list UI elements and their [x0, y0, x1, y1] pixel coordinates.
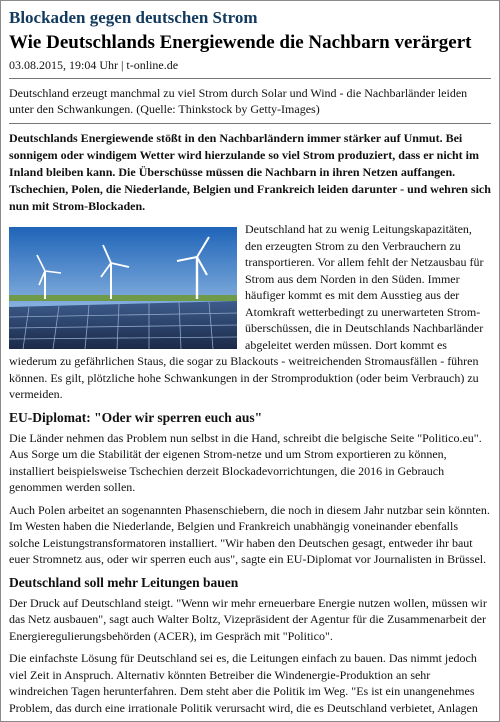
paragraph-5: Die einfachste Lösung für Deutschland sei es, die Leitungen einfach zu bauen. Das nimmt jedoch viel Zeit in Anspruch. Alternativ könnten Betreiber die Windenergie-Produktion an sehr windreichen Tagen herunterfahren. Dem steht aber die Politik im Weg. "Es ist ein unangenehmes Problem, das durch eine irrationale Politik verursacht wird, die es Deutschland verbietet, Anlagen [9, 651, 478, 715]
image-caption: Deutschland erzeugt manchmal zu viel Strom durch Solar und Wind - die Nachbarländer leiden unter den Schwankungen. (Quelle: Thinkstock by Getty-Images) [9, 86, 468, 116]
top-divider [9, 78, 491, 79]
wind-turbine-solar-panels-picture [9, 227, 237, 349]
section-heading-leitungen: Deutschland soll mehr Leitungen bauen [9, 574, 239, 590]
paragraph-3: Auch Polen arbeitet an sogenannten Phasenschiebern, die noch in diesem Jahr nutzbar sein könnten. Im Westen haben die Niederlande, Belgien und Frankreich unabhängig voneinander ebenfalls solche Leistungstransformatoren installiert. "Wir haben den Deutschen gesagt, entweder ihr baut euer Stromnetz aus, oder wir sperren euch aus", sagte ein EU-Diplomat vor Journalisten in Brüssel. [9, 502, 490, 566]
article-kicker: Blockaden gegen deutschen Strom [9, 8, 258, 27]
caption-divider [9, 123, 491, 124]
paragraph-4: Der Druck auf Deutschland steigt. "Wenn wir mehr erneuerbare Energie nutzen wollen, müssen wir das Netz ausbauen", sagt auch Walter Boltz, Vizepräsident der Agentur für die Zusammenarbeit der Energieregulierungsbehörden (ACER), im Gespräch mit "Politico". [9, 595, 487, 643]
section-heading-eu-diplomat: EU-Diplomat: "Oder wir sperren euch aus" [9, 409, 263, 425]
paragraph-1: Deutschland hat zu wenig Leitungskapazitäten, den erzeugten Strom zu den Verbrauchern zu transportieren. Vor allem fehlt der Netzausbau für Strom aus dem Norden in den Süden. Immer häufiger kommt es mit dem Ausstieg aus der Atomkraft wetterbedingt zu unerwarteten Strom-überschüssen, die in Deutschlands Nachbarländer abgeleitet werden müssen. Dort kommt es wiederum zu gefährlichen Staus, die sogar zu Blackouts - weitreichenden Stromausfällen - führen können. Es gilt, plötzliche hohe Schwankungen in der Stromproduktion (oder beim Verbrauch) zu vermeiden. [9, 222, 484, 401]
article-lead: Deutschlands Energiewende stößt in den Nachbarländern immer stärker auf Unmut. Bei sonnigem oder windigem Wetter wird hierzulande so viel Strom produziert, dass er nicht im Inland bleiben kann. Die Überschüsse müssen die Nachbarn in ihren Netzen auffangen. Tschechien, Polen, die Niederlande, Belgien und Frankreich leiden darunter - und wehren sich nun mit Strom-Blockaden. [9, 131, 491, 213]
article-headline: Wie Deutschlands Energiewende die Nachbarn verärgert [9, 32, 472, 53]
article-body [1, 1, 499, 716]
paragraph-2: Die Länder nehmen das Problem nun selbst in die Hand, schreibt die belgische Seite "Politico.eu". Aus Sorge um die Stabilität der eigenen Strom-netze und um Strom exportieren zu können, installiert beispielsweise Tschechien derzeit Blockadevorrichtungen, die 2016 in Gebrauch genommen werden sollen. [9, 430, 482, 494]
wind-solar-image [9, 227, 237, 349]
article-meta: 03.08.2015, 19:04 Uhr | t-online.de [9, 58, 179, 72]
